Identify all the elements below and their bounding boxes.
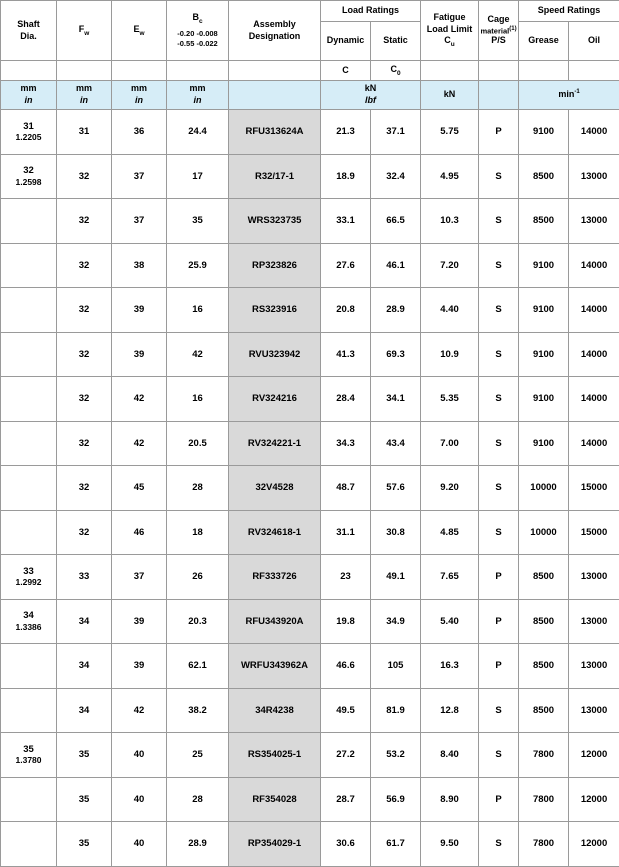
cell-cage: P (479, 644, 519, 689)
cell-bc: 28.9 (167, 822, 229, 867)
units-shaft-dia (1, 81, 57, 110)
cell-cage: S (479, 421, 519, 466)
header-bc-tolerance-line1: -0.20 -0.008 (167, 29, 228, 39)
cell-fatigue: 4.85 (421, 510, 479, 555)
header-shaft-dia-line1: Shaft (1, 19, 56, 30)
cell-shaft-dia (1, 421, 57, 466)
header-blank-cage (479, 61, 519, 81)
cell-fw: 32 (57, 466, 112, 511)
cell-shaft-in: 1.2205 (1, 132, 56, 143)
cell-oil: 14000 (569, 110, 619, 155)
cell-oil: 14000 (569, 421, 619, 466)
cell-static: 53.2 (371, 733, 421, 778)
cell-fatigue: 5.40 (421, 599, 479, 644)
cell-dynamic: 19.8 (321, 599, 371, 644)
header-ew-symbol: E (133, 24, 139, 34)
units-bc-in: in (167, 95, 228, 107)
table-row (1, 822, 619, 867)
cell-grease: 8500 (519, 599, 569, 644)
cell-cage: S (479, 199, 519, 244)
header-blank-assembly (229, 61, 321, 81)
header-cage-line1: Cage (479, 14, 518, 25)
cell-grease: 9100 (519, 243, 569, 288)
cell-shaft-dia (1, 644, 57, 689)
cell-grease: 8500 (519, 688, 569, 733)
units-ew-in: in (112, 95, 166, 107)
table-row (1, 377, 619, 422)
cell-fw: 32 (57, 243, 112, 288)
cell-bc: 26 (167, 555, 229, 600)
header-fw-subscript: w (84, 29, 89, 36)
cell-oil: 13000 (569, 599, 619, 644)
cell-cage: S (479, 510, 519, 555)
table-body (1, 81, 619, 867)
cell-shaft-dia (1, 555, 57, 600)
cell-shaft-dia (1, 466, 57, 511)
header-assembly-line1: Assembly (229, 19, 320, 30)
table-row (1, 644, 619, 689)
cell-ew: 37 (112, 199, 167, 244)
units-ew (112, 81, 167, 110)
cell-fatigue: 10.9 (421, 332, 479, 377)
cell-oil: 13000 (569, 644, 619, 689)
cell-cage: P (479, 555, 519, 600)
cell-cage: S (479, 377, 519, 422)
header-assembly-line2: Designation (229, 31, 320, 42)
header-fatigue-line3 (421, 35, 478, 49)
cell-shaft-in: 1.2992 (1, 577, 56, 588)
cell-fw: 31 (57, 110, 112, 155)
cell-grease: 9100 (519, 288, 569, 333)
cell-shaft-dia (1, 599, 57, 644)
cell-bc: 25.9 (167, 243, 229, 288)
cell-bc: 24.4 (167, 110, 229, 155)
cell-fw: 32 (57, 154, 112, 199)
table-row (1, 688, 619, 733)
cell-dynamic: 49.5 (321, 688, 371, 733)
cell-fw: 32 (57, 332, 112, 377)
cell-shaft-mm: 33 (1, 566, 56, 578)
cell-bc: 38.2 (167, 688, 229, 733)
table-row (1, 154, 619, 199)
cell-ew: 39 (112, 644, 167, 689)
cell-dynamic: 23 (321, 555, 371, 600)
header-ew-subscript: w (139, 29, 144, 36)
cell-shaft-in: 1.3780 (1, 755, 56, 766)
cell-dynamic: 27.6 (321, 243, 371, 288)
header-blank-fatigue (421, 61, 479, 81)
header-assembly-designation (229, 1, 321, 61)
cell-shaft-dia (1, 110, 57, 155)
cell-fatigue: 5.35 (421, 377, 479, 422)
table-row (1, 110, 619, 155)
cell-oil: 13000 (569, 688, 619, 733)
cell-oil: 15000 (569, 466, 619, 511)
cell-ew: 39 (112, 288, 167, 333)
cell-static: 56.9 (371, 777, 421, 822)
cell-assembly-designation: RF354028 (229, 777, 321, 822)
cell-shaft-mm: 35 (1, 744, 56, 756)
cell-fatigue: 4.95 (421, 154, 479, 199)
cell-grease: 8500 (519, 199, 569, 244)
cell-grease: 7800 (519, 822, 569, 867)
cell-cage: S (479, 332, 519, 377)
units-shaft-in: in (1, 95, 56, 107)
cell-shaft-dia (1, 154, 57, 199)
cell-bc: 18 (167, 510, 229, 555)
header-cage-material-word: material (480, 26, 509, 35)
cell-assembly-designation: RFU343920A (229, 599, 321, 644)
header-fw (57, 1, 112, 61)
cell-shaft-dia (1, 688, 57, 733)
cell-fw: 32 (57, 421, 112, 466)
cell-assembly-designation: RV324216 (229, 377, 321, 422)
cell-assembly-designation: RP323826 (229, 243, 321, 288)
cell-grease: 8500 (519, 154, 569, 199)
cell-oil: 12000 (569, 822, 619, 867)
cell-shaft-dia (1, 377, 57, 422)
cell-static: 43.4 (371, 421, 421, 466)
header-cage-footnote-ref: (1) (509, 26, 516, 32)
cell-bc: 28 (167, 466, 229, 511)
cell-grease: 9100 (519, 421, 569, 466)
table-row (1, 288, 619, 333)
cell-oil: 12000 (569, 777, 619, 822)
cell-static: 37.1 (371, 110, 421, 155)
header-bc (167, 1, 229, 61)
header-blank-shaft (1, 61, 57, 81)
cell-shaft-in: 1.2598 (1, 177, 56, 188)
cell-grease: 9100 (519, 110, 569, 155)
cell-ew: 42 (112, 377, 167, 422)
header-blank-fw (57, 61, 112, 81)
table-row (1, 555, 619, 600)
cell-grease: 9100 (519, 332, 569, 377)
header-c0-letter: C (390, 64, 397, 74)
cell-shaft-dia (1, 733, 57, 778)
header-oil: Oil (569, 22, 619, 61)
cell-shaft-mm: 32 (1, 165, 56, 177)
units-speed-exponent: -1 (574, 89, 579, 95)
cell-oil: 14000 (569, 288, 619, 333)
table-row (1, 466, 619, 511)
cell-fw: 33 (57, 555, 112, 600)
cell-shaft-dia (1, 199, 57, 244)
cell-fatigue: 4.40 (421, 288, 479, 333)
cell-fw: 34 (57, 599, 112, 644)
cell-oil: 14000 (569, 377, 619, 422)
cell-assembly-designation: R32/17-1 (229, 154, 321, 199)
units-bc (167, 81, 229, 110)
cell-cage: P (479, 110, 519, 155)
cell-ew: 38 (112, 243, 167, 288)
header-bc-subscript: c (199, 18, 203, 25)
cell-assembly-designation: 32V4528 (229, 466, 321, 511)
cell-static: 46.1 (371, 243, 421, 288)
cell-assembly-designation: RV324618-1 (229, 510, 321, 555)
cell-dynamic: 28.4 (321, 377, 371, 422)
cell-cage: P (479, 599, 519, 644)
cell-grease: 9100 (519, 377, 569, 422)
units-ew-mm: mm (112, 83, 166, 95)
units-bc-mm: mm (167, 83, 228, 95)
cell-assembly-designation: RF333726 (229, 555, 321, 600)
cell-fw: 35 (57, 822, 112, 867)
cell-dynamic: 30.6 (321, 822, 371, 867)
cell-static: 57.6 (371, 466, 421, 511)
cell-fw: 32 (57, 199, 112, 244)
cell-dynamic: 48.7 (321, 466, 371, 511)
table-row (1, 199, 619, 244)
cell-assembly-designation: 34R4238 (229, 688, 321, 733)
cell-oil: 15000 (569, 510, 619, 555)
header-bc-symbol-wrap (167, 12, 228, 26)
table-header (1, 1, 619, 81)
cell-bc: 42 (167, 332, 229, 377)
cell-bc: 35 (167, 199, 229, 244)
cell-oil: 13000 (569, 555, 619, 600)
cell-assembly-designation: WRFU343962A (229, 644, 321, 689)
cell-cage: S (479, 822, 519, 867)
cell-fw: 34 (57, 688, 112, 733)
header-row-top (1, 1, 619, 22)
cell-fatigue: 10.3 (421, 199, 479, 244)
cell-fatigue: 9.50 (421, 822, 479, 867)
cell-dynamic: 31.1 (321, 510, 371, 555)
header-fatigue-load-limit (421, 1, 479, 61)
cell-cage: S (479, 466, 519, 511)
header-speed-ratings-group: Speed Ratings (519, 1, 619, 22)
header-cage-line2 (479, 26, 518, 36)
cell-oil: 14000 (569, 243, 619, 288)
cell-static: 66.5 (371, 199, 421, 244)
cell-dynamic: 33.1 (321, 199, 371, 244)
cell-bc: 20.3 (167, 599, 229, 644)
header-fw-symbol: F (79, 24, 85, 34)
cell-oil: 12000 (569, 733, 619, 778)
cell-assembly-designation: RS354025-1 (229, 733, 321, 778)
cell-fatigue: 9.20 (421, 466, 479, 511)
cell-static: 49.1 (371, 555, 421, 600)
header-c-symbol: C (321, 61, 371, 81)
cell-oil: 13000 (569, 199, 619, 244)
units-fatigue: kN (421, 81, 479, 110)
cell-static: 32.4 (371, 154, 421, 199)
units-fw-mm: mm (57, 83, 111, 95)
header-cage-line3: P/S (479, 35, 518, 46)
cell-bc: 25 (167, 733, 229, 778)
cell-ew: 37 (112, 154, 167, 199)
cell-grease: 8500 (519, 555, 569, 600)
header-shaft-dia (1, 1, 57, 61)
cell-cage: S (479, 688, 519, 733)
cell-dynamic: 21.3 (321, 110, 371, 155)
cell-assembly-designation: RV324221-1 (229, 421, 321, 466)
header-bc-symbol: B (192, 12, 199, 22)
cell-dynamic: 34.3 (321, 421, 371, 466)
table-row (1, 332, 619, 377)
cell-fatigue: 8.40 (421, 733, 479, 778)
cell-grease: 7800 (519, 777, 569, 822)
cell-fw: 32 (57, 377, 112, 422)
cell-assembly-designation: RVU323942 (229, 332, 321, 377)
units-shaft-mm: mm (1, 83, 56, 95)
units-load-ratings (321, 81, 421, 110)
units-load-lbf: lbf (321, 95, 420, 107)
units-fw-in: in (57, 95, 111, 107)
cell-fatigue: 7.20 (421, 243, 479, 288)
header-fatigue-symbol: C (444, 35, 451, 45)
cell-bc: 16 (167, 288, 229, 333)
cell-dynamic: 46.6 (321, 644, 371, 689)
cell-bc: 20.5 (167, 421, 229, 466)
cell-fatigue: 7.65 (421, 555, 479, 600)
cell-static: 81.9 (371, 688, 421, 733)
table-row (1, 421, 619, 466)
cell-cage: S (479, 288, 519, 333)
cell-static: 105 (371, 644, 421, 689)
header-row-symbols (1, 61, 619, 81)
cell-dynamic: 20.8 (321, 288, 371, 333)
cell-shaft-dia (1, 243, 57, 288)
cell-shaft-in: 1.3386 (1, 622, 56, 633)
cell-cage: P (479, 777, 519, 822)
cell-static: 61.7 (371, 822, 421, 867)
cell-ew: 40 (112, 777, 167, 822)
cell-ew: 40 (112, 733, 167, 778)
header-dynamic: Dynamic (321, 22, 371, 61)
cell-dynamic: 18.9 (321, 154, 371, 199)
header-fatigue-line2: Load Limit (421, 24, 478, 35)
table-row (1, 510, 619, 555)
cell-bc: 62.1 (167, 644, 229, 689)
table-row (1, 733, 619, 778)
table-row (1, 243, 619, 288)
cell-shaft-dia (1, 822, 57, 867)
cell-grease: 8500 (519, 644, 569, 689)
header-fatigue-subscript: u (451, 41, 455, 48)
cell-grease: 10000 (519, 466, 569, 511)
cell-bc: 17 (167, 154, 229, 199)
cell-fw: 32 (57, 288, 112, 333)
header-c0-subscript: 0 (397, 69, 401, 76)
cell-fw: 35 (57, 733, 112, 778)
cell-fatigue: 5.75 (421, 110, 479, 155)
cell-oil: 14000 (569, 332, 619, 377)
header-blank-oil (569, 61, 619, 81)
header-shaft-dia-line2: Dia. (1, 31, 56, 42)
cell-dynamic: 41.3 (321, 332, 371, 377)
cell-shaft-dia (1, 288, 57, 333)
cell-ew: 36 (112, 110, 167, 155)
cell-shaft-dia (1, 332, 57, 377)
cell-static: 34.1 (371, 377, 421, 422)
cell-ew: 46 (112, 510, 167, 555)
cell-static: 69.3 (371, 332, 421, 377)
cell-static: 34.9 (371, 599, 421, 644)
cell-fw: 32 (57, 510, 112, 555)
cell-fatigue: 12.8 (421, 688, 479, 733)
cell-fw: 34 (57, 644, 112, 689)
cell-grease: 10000 (519, 510, 569, 555)
units-speed (519, 81, 619, 110)
header-static: Static (371, 22, 421, 61)
header-c0-symbol (371, 61, 421, 81)
cell-cage: S (479, 243, 519, 288)
cell-ew: 40 (112, 822, 167, 867)
cell-cage: S (479, 733, 519, 778)
cell-ew: 39 (112, 332, 167, 377)
header-blank-grease (519, 61, 569, 81)
cell-assembly-designation: RFU313624A (229, 110, 321, 155)
units-load-kn: kN (321, 83, 420, 95)
cell-assembly-designation: WRS323735 (229, 199, 321, 244)
cell-static: 28.9 (371, 288, 421, 333)
header-fatigue-line1: Fatigue (421, 12, 478, 23)
header-blank-ew (112, 61, 167, 81)
cell-dynamic: 27.2 (321, 733, 371, 778)
cell-bc: 28 (167, 777, 229, 822)
cell-ew: 39 (112, 599, 167, 644)
cell-shaft-mm: 34 (1, 610, 56, 622)
cell-bc: 16 (167, 377, 229, 422)
cell-ew: 37 (112, 555, 167, 600)
units-row (1, 81, 619, 110)
cell-shaft-mm: 31 (1, 121, 56, 133)
units-speed-min: min (558, 89, 574, 99)
cell-assembly-designation: RP354029-1 (229, 822, 321, 867)
cell-ew: 45 (112, 466, 167, 511)
cell-shaft-dia (1, 777, 57, 822)
cell-oil: 13000 (569, 154, 619, 199)
cell-assembly-designation: RS323916 (229, 288, 321, 333)
cell-fatigue: 16.3 (421, 644, 479, 689)
header-cage-material (479, 1, 519, 61)
cell-fw: 35 (57, 777, 112, 822)
cell-ew: 42 (112, 421, 167, 466)
header-grease: Grease (519, 22, 569, 61)
cell-cage: S (479, 154, 519, 199)
cell-fatigue: 8.90 (421, 777, 479, 822)
header-ew (112, 1, 167, 61)
cell-ew: 42 (112, 688, 167, 733)
units-cage (479, 81, 519, 110)
units-assembly (229, 81, 321, 110)
cell-static: 30.8 (371, 510, 421, 555)
cell-shaft-dia (1, 510, 57, 555)
table-row (1, 777, 619, 822)
cell-dynamic: 28.7 (321, 777, 371, 822)
header-blank-bc (167, 61, 229, 81)
cell-fatigue: 7.00 (421, 421, 479, 466)
header-load-ratings-group: Load Ratings (321, 1, 421, 22)
cell-grease: 7800 (519, 733, 569, 778)
table-row (1, 599, 619, 644)
units-fw (57, 81, 112, 110)
header-bc-tolerance-line2: -0.55 -0.022 (167, 39, 228, 49)
